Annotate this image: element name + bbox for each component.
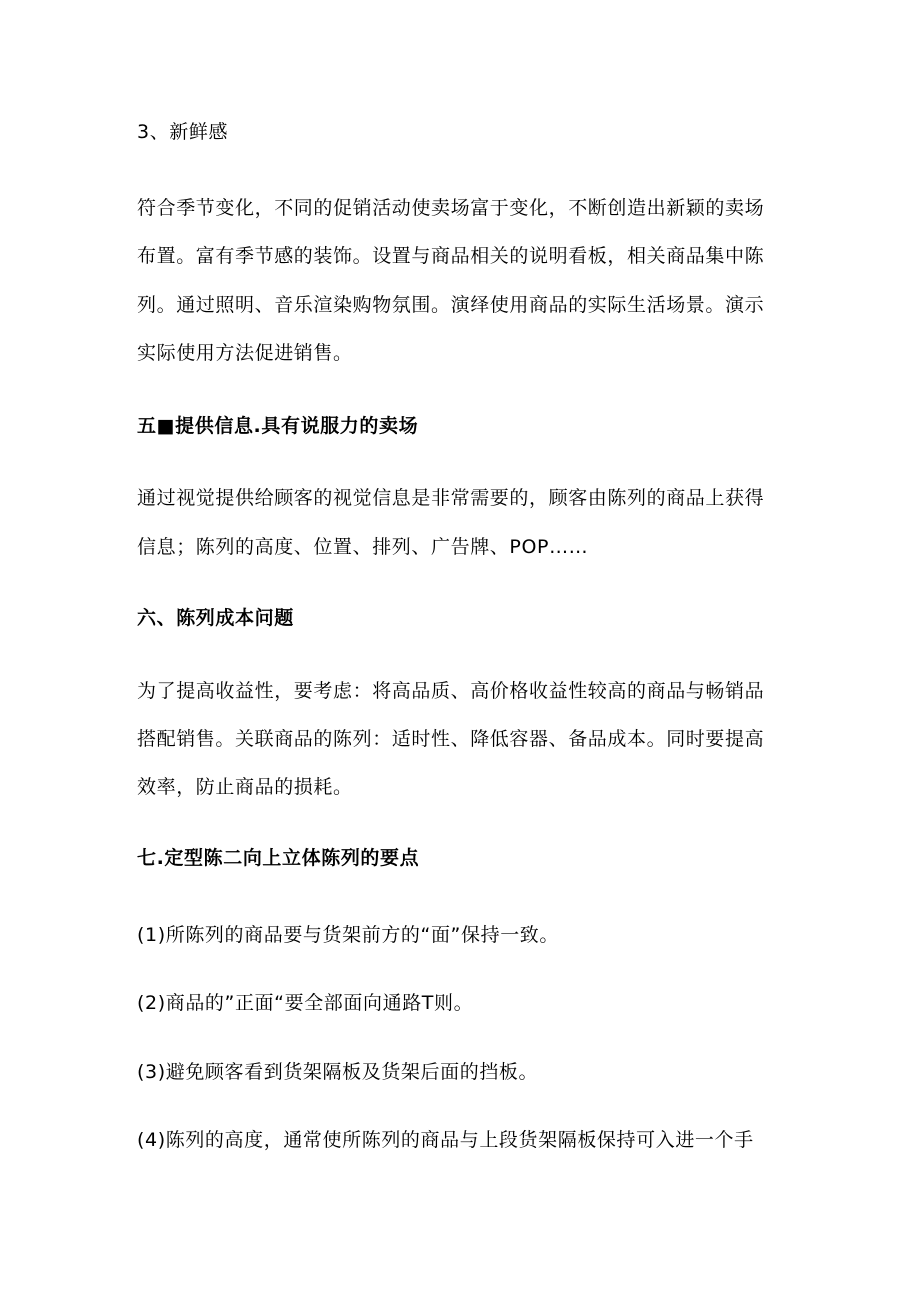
section-5-heading: 五■提供信息.具有说服力的卖场 <box>137 415 419 437</box>
section-7-heading: 七.定型陈二向上立体陈列的要点 <box>137 847 420 869</box>
section-7-item-4: (4)陈列的高度，通常使所陈列的商品与上段货架隔板保持可入进一个手 <box>137 1129 754 1151</box>
section-3-line-3: 列。通过照明、音乐渲染购物氛围。演绎使用商品的实际生活场景。演示 <box>137 294 765 316</box>
section-6-line-3: 效率，防止商品的损耗。 <box>137 776 353 798</box>
section-7-item-3: (3)避免顾客看到货架隔板及货架后面的挡板。 <box>137 1061 539 1083</box>
section-7-item-1: (1)所陈列的商品要与货架前方的“面”保持一致。 <box>137 924 560 946</box>
section-3-line-1: 符合季节变化，不同的促销活动使卖场富于变化，不断创造出新颖的卖场 <box>137 197 765 219</box>
section-6-heading: 六、陈列成本问题 <box>137 607 294 629</box>
section-6-line-2: 搭配销售。关联商品的陈列：适时性、降低容器、备品成本。同时要提高 <box>137 728 765 750</box>
section-3-line-2: 布置。富有季节感的装饰。设置与商品相关的说明看板，相关商品集中陈 <box>137 245 765 267</box>
section-6-line-1: 为了提高收益性，要考虑：将高品质、高价格收益性较高的商品与畅销品 <box>137 680 765 702</box>
section-5-line-1: 通过视觉提供给顾客的视觉信息是非常需要的，顾客由陈列的商品上获得 <box>137 487 765 509</box>
section-5-line-2: 信息；陈列的高度、位置、排列、广告牌、POP…… <box>137 536 589 558</box>
section-3-line-4: 实际使用方法促进销售。 <box>137 342 353 364</box>
section-7-item-2: (2)商品的”正面“要全部面向通路T则。 <box>137 992 474 1014</box>
section-3-title: 3、新鲜感 <box>137 121 229 143</box>
